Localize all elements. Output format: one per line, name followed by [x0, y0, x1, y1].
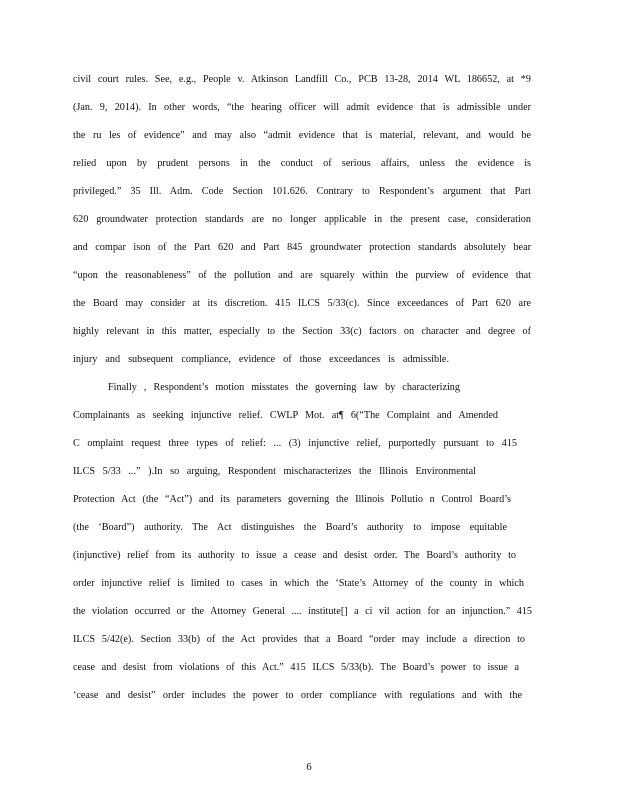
- text-line-19: order injunctive relief is limited to cases in which the ‘State’s Attorney of the county in which: [73, 578, 524, 589]
- text-line-22: cease and desist from violations of this Act.” 415 ILCS 5/33(b). The Board’s power to issue a: [73, 662, 519, 673]
- text-line-10: highly relevant in this matter, especially to the Section 33(c) factors on character and degree of: [73, 326, 531, 337]
- text-line-16: Protection Act (the “Act”) and its parameters governing the Illinois Pollutio n Control Board’s: [73, 494, 511, 505]
- text-line-3: the ru les of evidence” and may also “admit evidence that is material, relevant, and would be: [73, 130, 531, 141]
- text-line-20: the violation occurred or the Attorney General .... institute[] a ci vil action for an injunction.” 415: [73, 606, 532, 617]
- text-line-2: (Jan. 9, 2014). In other words, “the hearing officer will admit evidence that is admissible under: [73, 102, 531, 113]
- text-line-1: civil court rules. See, e.g., People v. Atkinson Landfill Co., PCB 13-28, 2014 WL 186652, at *9: [73, 74, 531, 85]
- text-line-7: and compar ison of the Part 620 and Part 845 groundwater protection standards absolutely bear: [73, 242, 531, 253]
- text-line-21: ILCS 5/42(e). Section 33(b) of the Act provides that a Board “order may include a direction to: [73, 634, 525, 645]
- text-line-23: ‘cease and desist” order includes the power to order compliance with regulations and with the: [73, 690, 522, 701]
- page-number: 6: [306, 762, 312, 773]
- text-line-9: the Board may consider at its discretion. 415 ILCS 5/33(c). Since exceedances of Part 620 are: [73, 298, 531, 309]
- text-line-14: C omplaint request three types of relief: ... (3) injunctive relief, purportedly pursuant to 415: [73, 438, 517, 449]
- text-line-11: injury and subsequent compliance, evidence of those exceedances is admissible.: [73, 354, 449, 365]
- text-line-6: 620 groundwater protection standards are no longer applicable in the present case, consideration: [73, 214, 531, 225]
- text-line-15: ILCS 5/33 ...” ).In so arguing, Respondent mischaracterizes the Illinois Environmental: [73, 466, 476, 477]
- text-line-18: (injunctive) relief from its authority to issue a cease and desist order. The Board’s authority to: [73, 550, 516, 561]
- text-line-17: (the ‘Board”) authority. The Act distinguishes the Board’s authority to impose equitable: [73, 522, 507, 533]
- text-line-5: privileged.” 35 Ill. Adm. Code Section 101.626. Contrary to Respondent’s argument that Part: [73, 186, 531, 197]
- text-line-4: relied upon by prudent persons in the conduct of serious affairs, unless the evidence is: [73, 158, 531, 169]
- text-line-13: Complainants as seeking injunctive relief. CWLP Mot. at¶ 6(“The Complaint and Amended: [73, 410, 498, 421]
- text-line-12: Finally , Respondent’s motion misstates the governing law by characterizing: [108, 382, 460, 393]
- text-line-8: “upon the reasonableness” of the pollution and are squarely within the purview of evidence that: [73, 270, 531, 281]
